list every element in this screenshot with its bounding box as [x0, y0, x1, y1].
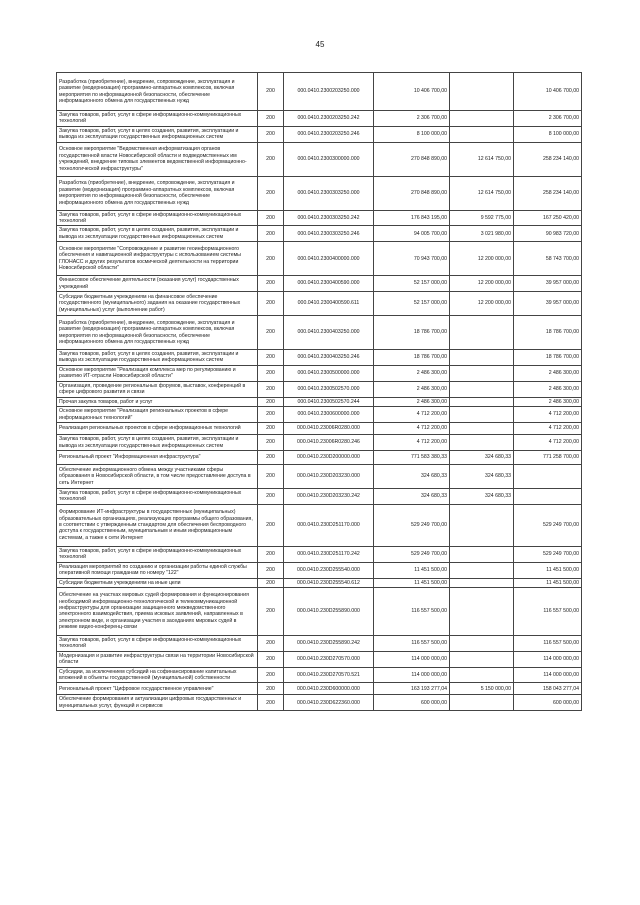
row-amount-change: [450, 407, 514, 423]
row-amount-total: 4 712 200,00: [514, 407, 582, 423]
row-budget-code: 000.0410.230D255540.612: [284, 578, 374, 587]
row-ministry-code: 200: [258, 683, 284, 695]
row-amount-total: 116 557 500,00: [514, 587, 582, 635]
row-amount-approved: 11 451 500,00: [374, 578, 450, 587]
row-ministry-code: 200: [258, 562, 284, 578]
row-amount-change: 12 614 750,00: [450, 142, 514, 176]
table-row: [57, 450, 582, 464]
row-name: Субсидии бюджетным учреждениям на финансовое обеспечение государственного (муниципального) задания на оказание государственных (муниципальных) услуг (выполнение работ): [57, 292, 258, 316]
row-ministry-code: 200: [258, 695, 284, 711]
row-amount-change: [450, 350, 514, 366]
row-name: Финансовое обеспечение деятельности (оказания услуг) государственных учреждений: [57, 276, 258, 292]
row-name: Разработка (приобретение), внедрение, сопровождение, эксплуатация и развитие (модернизация) программно-аппаратных комплексов, включая мероприятия по информационной безопасности, обеспечение информационного обмена для государственных нужд: [57, 316, 258, 350]
row-amount-change: 3 021 980,00: [450, 226, 514, 242]
row-budget-code: 000.0410.2300502570.000: [284, 381, 374, 397]
row-name: Закупка товаров, работ, услуг в целях создания, развития, эксплуатации и вывода из эксплуатации государственных информационных систем: [57, 435, 258, 451]
table-row: [57, 210, 582, 226]
table-row: [57, 464, 582, 488]
row-amount-total: 2 486 300,00: [514, 397, 582, 406]
row-name: Организация, проведение региональных форумов, выставок, конференций в сфере цифрового развития и связи: [57, 381, 258, 397]
table-row: [57, 176, 582, 210]
row-amount-approved: 8 100 000,00: [374, 126, 450, 142]
row-amount-change: [450, 423, 514, 435]
row-amount-total: 18 786 700,00: [514, 350, 582, 366]
row-amount-approved: 324 680,33: [374, 488, 450, 504]
row-amount-change: [450, 667, 514, 683]
row-name: Закупка товаров, работ, услуг в целях создания, развития, эксплуатации и вывода из эксплуатации государственных информационных систем: [57, 350, 258, 366]
row-ministry-code: 200: [258, 488, 284, 504]
table-row: [57, 111, 582, 127]
row-budget-code: 000.0410.2300502570.244: [284, 397, 374, 406]
row-amount-change: 324 680,33: [450, 450, 514, 464]
row-amount-approved: 324 680,33: [374, 464, 450, 488]
row-budget-code: 000.0410.2300203250.242: [284, 111, 374, 127]
row-amount-approved: 10 406 700,00: [374, 73, 450, 111]
row-amount-approved: 116 557 500,00: [374, 587, 450, 635]
table-row: [57, 488, 582, 504]
table-row: [57, 651, 582, 667]
row-amount-change: [450, 126, 514, 142]
row-budget-code: 000.0410.2300403250.000: [284, 316, 374, 350]
row-budget-code: 000.0410.2300403250.246: [284, 350, 374, 366]
row-budget-code: 000.0410.230D270570.000: [284, 651, 374, 667]
table-row: [57, 635, 582, 651]
row-budget-code: 000.0410.230D255540.000: [284, 562, 374, 578]
row-name: Закупка товаров, работ, услуг в целях создания, развития, эксплуатации и вывода из эксплуатации государственных информационных систем: [57, 226, 258, 242]
row-budget-code: 000.0410.2300303250.246: [284, 226, 374, 242]
row-amount-approved: 4 712 200,00: [374, 423, 450, 435]
row-budget-code: 000.0410.230D251170.242: [284, 546, 374, 562]
table-row: [57, 242, 582, 276]
row-name: Закупка товаров, работ, услуг в сфере информационно-коммуникационных технологий: [57, 635, 258, 651]
row-amount-total: 2 306 700,00: [514, 111, 582, 127]
table-row: [57, 126, 582, 142]
row-ministry-code: 200: [258, 435, 284, 451]
row-amount-total: [514, 488, 582, 504]
row-amount-total: 8 100 000,00: [514, 126, 582, 142]
row-budget-code: 000.0410.230D270570.521: [284, 667, 374, 683]
row-amount-change: 5 150 000,00: [450, 683, 514, 695]
row-budget-code: 000.0410.2300600000.000: [284, 407, 374, 423]
row-amount-change: 9 592 775,00: [450, 210, 514, 226]
row-budget-code: 000.0410.2300203250.246: [284, 126, 374, 142]
row-amount-total: 158 043 277,04: [514, 683, 582, 695]
row-amount-total: 11 451 500,00: [514, 578, 582, 587]
row-amount-change: [450, 562, 514, 578]
row-amount-approved: 771 583 380,33: [374, 450, 450, 464]
row-budget-code: 000.0410.230D255890.242: [284, 635, 374, 651]
row-amount-approved: 114 000 000,00: [374, 651, 450, 667]
row-amount-approved: 270 848 890,00: [374, 176, 450, 210]
row-name: Обеспечение на участках мировых судей формирования и функционирования необходимой информационно-технологической и телекоммуникационной инфраструктуры для организации защищенного межведомственного электронного взаимодействия, приема исковых заявлений, направленных в электронном виде, и организации участия в заседаниях мировых судей в режиме видео-конференц-связи: [57, 587, 258, 635]
row-amount-approved: 529 249 700,00: [374, 504, 450, 546]
row-amount-approved: 70 943 700,00: [374, 242, 450, 276]
row-budget-code: 000.0410.2300303250.242: [284, 210, 374, 226]
row-ministry-code: 200: [258, 464, 284, 488]
row-name: Прочая закупка товаров, работ и услуг: [57, 397, 258, 406]
row-amount-total: 114 000 000,00: [514, 651, 582, 667]
table-row: [57, 578, 582, 587]
row-amount-change: [450, 635, 514, 651]
table-row: [57, 683, 582, 695]
row-name: Реализация мероприятий по созданию и организации работы единой службы оперативной помощи гражданам по номеру "122": [57, 562, 258, 578]
row-name: Региональный проект "Информационная инфраструктура": [57, 450, 258, 464]
row-amount-change: [450, 651, 514, 667]
row-ministry-code: 200: [258, 142, 284, 176]
table-row: [57, 73, 582, 111]
row-budget-code: 000.0410.2300203250.000: [284, 73, 374, 111]
row-name: Закупка товаров, работ, услуг в сфере информационно-коммуникационных технологий: [57, 546, 258, 562]
table-row: [57, 587, 582, 635]
table-row: [57, 546, 582, 562]
row-amount-approved: 11 451 500,00: [374, 562, 450, 578]
row-amount-total: 58 743 700,00: [514, 242, 582, 276]
row-budget-code: 000.0410.2300400590.000: [284, 276, 374, 292]
row-ministry-code: 200: [258, 210, 284, 226]
budget-table: [56, 72, 582, 711]
row-budget-code: 000.0410.230D200000.000: [284, 450, 374, 464]
row-budget-code: 000.0410.230D203230.000: [284, 464, 374, 488]
row-ministry-code: 200: [258, 126, 284, 142]
row-name: Закупка товаров, работ, услуг в целях создания, развития, эксплуатации и вывода из эксплуатации государственных информационных систем: [57, 126, 258, 142]
row-ministry-code: 200: [258, 423, 284, 435]
row-amount-total: 529 249 700,00: [514, 504, 582, 546]
row-budget-code: 000.0410.230D203230.242: [284, 488, 374, 504]
row-name: Субсидии бюджетным учреждениям на иные цели: [57, 578, 258, 587]
table-row: [57, 504, 582, 546]
row-budget-code: 000.0410.230D255890.000: [284, 587, 374, 635]
row-amount-approved: 2 486 300,00: [374, 397, 450, 406]
row-ministry-code: 200: [258, 651, 284, 667]
row-amount-total: 4 712 200,00: [514, 435, 582, 451]
row-ministry-code: 200: [258, 316, 284, 350]
row-amount-approved: 116 557 500,00: [374, 635, 450, 651]
row-amount-approved: 2 306 700,00: [374, 111, 450, 127]
table-row: [57, 381, 582, 397]
row-amount-total: 258 234 140,00: [514, 176, 582, 210]
row-amount-change: 12 200 000,00: [450, 292, 514, 316]
row-name: Основное мероприятие "Реализация комплекса мер по регулированию и развитию ИТ-отрасли Новосибирской области": [57, 365, 258, 381]
row-amount-approved: 2 486 300,00: [374, 365, 450, 381]
row-ministry-code: 200: [258, 381, 284, 397]
table-row: [57, 695, 582, 711]
row-budget-code: 000.0410.230D251170.000: [284, 504, 374, 546]
row-amount-approved: 18 786 700,00: [374, 316, 450, 350]
row-amount-approved: 529 249 700,00: [374, 546, 450, 562]
row-amount-change: [450, 365, 514, 381]
row-budget-code: 000.0410.2300303250.000: [284, 176, 374, 210]
row-name: Формирование ИТ-инфраструктуры в государственных (муниципальных) образовательных организациях, реализующих программы общего образования, в соответствии с утвержденным стандартом для обеспечения беспроводного доступа к государственным, муниципальным и иным информационным системам, а также к сети Интернет: [57, 504, 258, 546]
row-ministry-code: 200: [258, 635, 284, 651]
row-ministry-code: 200: [258, 504, 284, 546]
row-ministry-code: 200: [258, 546, 284, 562]
row-amount-total: [514, 464, 582, 488]
row-budget-code: 000.0410.230D622360.000: [284, 695, 374, 711]
row-ministry-code: 200: [258, 276, 284, 292]
table-row: [57, 435, 582, 451]
row-amount-total: 39 957 000,00: [514, 292, 582, 316]
row-amount-total: 10 406 700,00: [514, 73, 582, 111]
row-amount-total: 4 712 200,00: [514, 423, 582, 435]
row-amount-change: 12 200 000,00: [450, 242, 514, 276]
row-amount-change: 324 680,33: [450, 488, 514, 504]
row-amount-change: [450, 587, 514, 635]
row-ministry-code: 200: [258, 73, 284, 111]
row-budget-code: 000.0410.2300400000.000: [284, 242, 374, 276]
row-amount-total: 258 234 140,00: [514, 142, 582, 176]
page-number: 45: [315, 40, 325, 49]
row-amount-change: [450, 435, 514, 451]
table-row: [57, 667, 582, 683]
row-amount-approved: 4 712 200,00: [374, 435, 450, 451]
row-ministry-code: 200: [258, 176, 284, 210]
table-row: [57, 562, 582, 578]
row-amount-approved: 4 712 200,00: [374, 407, 450, 423]
row-amount-approved: 18 786 700,00: [374, 350, 450, 366]
row-ministry-code: 200: [258, 450, 284, 464]
table-row: [57, 226, 582, 242]
row-name: Обеспечение информационного обмена между участниками сферы образования в Новосибирской области, в том числе предоставление доступа в сеть Интернет: [57, 464, 258, 488]
row-amount-total: 2 486 300,00: [514, 381, 582, 397]
row-budget-code: 000.0410.2300400590.611: [284, 292, 374, 316]
row-amount-change: [450, 73, 514, 111]
row-amount-total: 600 000,00: [514, 695, 582, 711]
row-name: Реализация региональных проектов в сфере информационных технологий: [57, 423, 258, 435]
row-amount-total: 18 786 700,00: [514, 316, 582, 350]
table-row: [57, 350, 582, 366]
row-ministry-code: 200: [258, 407, 284, 423]
row-name: Модернизация и развитие инфраструктуры связи на территории Новосибирской области: [57, 651, 258, 667]
row-budget-code: 000.0410.23006R0280.000: [284, 423, 374, 435]
row-amount-change: 324 680,33: [450, 464, 514, 488]
row-ministry-code: 200: [258, 397, 284, 406]
row-budget-code: 000.0410.230D600000.000: [284, 683, 374, 695]
row-budget-code: 000.0410.23006R0280.246: [284, 435, 374, 451]
row-amount-approved: 52 157 000,00: [374, 276, 450, 292]
row-amount-total: 39 957 000,00: [514, 276, 582, 292]
row-name: Закупка товаров, работ, услуг в сфере информационно-коммуникационных технологий: [57, 488, 258, 504]
row-ministry-code: 200: [258, 226, 284, 242]
row-amount-change: [450, 546, 514, 562]
row-ministry-code: 200: [258, 350, 284, 366]
row-amount-change: [450, 316, 514, 350]
table-row: [57, 316, 582, 350]
row-amount-total: 90 983 720,00: [514, 226, 582, 242]
row-amount-change: [450, 695, 514, 711]
row-name: Основное мероприятие "Ведомственная информатизация органов государственной власти Новосибирской области и подведомственных им учреждений, внедрение типовых элементов ведомственной информационно-технологической инфраструктуры": [57, 142, 258, 176]
row-amount-change: [450, 381, 514, 397]
row-name: Основное мероприятие "Реализация региональных проектов в сфере информационных технологий": [57, 407, 258, 423]
row-amount-total: 529 249 700,00: [514, 546, 582, 562]
row-name: Разработка (приобретение), внедрение, сопровождение, эксплуатация и развитие (модернизация) программно-аппаратных комплексов, включая мероприятия по информационной безопасности, обеспечение информационного обмена для государственных нужд: [57, 73, 258, 111]
row-amount-change: 12 200 000,00: [450, 276, 514, 292]
row-name: Субсидии, за исключением субсидий на софинансирование капитальных вложений в объекты государственной (муниципальной) собственности: [57, 667, 258, 683]
row-budget-code: 000.0410.2300500000.000: [284, 365, 374, 381]
table-row: [57, 142, 582, 176]
row-amount-approved: 52 157 000,00: [374, 292, 450, 316]
row-ministry-code: 200: [258, 292, 284, 316]
row-amount-approved: 176 843 195,00: [374, 210, 450, 226]
row-name: Закупка товаров, работ, услуг в сфере информационно-коммуникационных технологий: [57, 111, 258, 127]
table-row: [57, 292, 582, 316]
table-row: [57, 397, 582, 406]
table-row: [57, 276, 582, 292]
row-ministry-code: 200: [258, 578, 284, 587]
row-amount-total: 114 000 000,00: [514, 667, 582, 683]
row-amount-approved: 94 005 700,00: [374, 226, 450, 242]
row-amount-total: 116 557 500,00: [514, 635, 582, 651]
row-amount-total: 771 258 700,00: [514, 450, 582, 464]
row-name: Разработка (приобретение), внедрение, сопровождение, эксплуатация и развитие (модернизация) программно-аппаратных комплексов, включая мероприятия по информационной безопасности, обеспечение информационного обмена для государственных нужд: [57, 176, 258, 210]
table-row: [57, 407, 582, 423]
row-amount-total: 2 486 300,00: [514, 365, 582, 381]
row-ministry-code: 200: [258, 667, 284, 683]
row-amount-change: 12 614 750,00: [450, 176, 514, 210]
row-amount-change: [450, 397, 514, 406]
row-ministry-code: 200: [258, 242, 284, 276]
table-row: [57, 365, 582, 381]
row-budget-code: 000.0410.2300300000.000: [284, 142, 374, 176]
row-amount-change: [450, 111, 514, 127]
row-ministry-code: 200: [258, 587, 284, 635]
row-amount-approved: 2 486 300,00: [374, 381, 450, 397]
row-amount-approved: 114 000 000,00: [374, 667, 450, 683]
row-name: Закупка товаров, работ, услуг в сфере информационно-коммуникационных технологий: [57, 210, 258, 226]
row-amount-total: 11 451 500,00: [514, 562, 582, 578]
row-amount-approved: 270 848 890,00: [374, 142, 450, 176]
budget-table-body: [57, 73, 582, 711]
row-ministry-code: 200: [258, 111, 284, 127]
row-name: Обеспечение формирования и актуализации цифровых государственных и муниципальных услуг, функций и сервисов: [57, 695, 258, 711]
row-amount-total: 167 250 420,00: [514, 210, 582, 226]
row-name: Основное мероприятие "Сопровождение и развитие геоинформационного обеспечения и навигационной инфраструктуры с использованием системы ГЛОНАСС и других результатов космической деятельности на территории Новосибирской области": [57, 242, 258, 276]
row-amount-approved: 163 193 277,04: [374, 683, 450, 695]
row-ministry-code: 200: [258, 365, 284, 381]
row-amount-change: [450, 578, 514, 587]
row-name: Региональный проект "Цифровое государственное управление": [57, 683, 258, 695]
table-row: [57, 423, 582, 435]
row-amount-change: [450, 504, 514, 546]
row-amount-approved: 600 000,00: [374, 695, 450, 711]
